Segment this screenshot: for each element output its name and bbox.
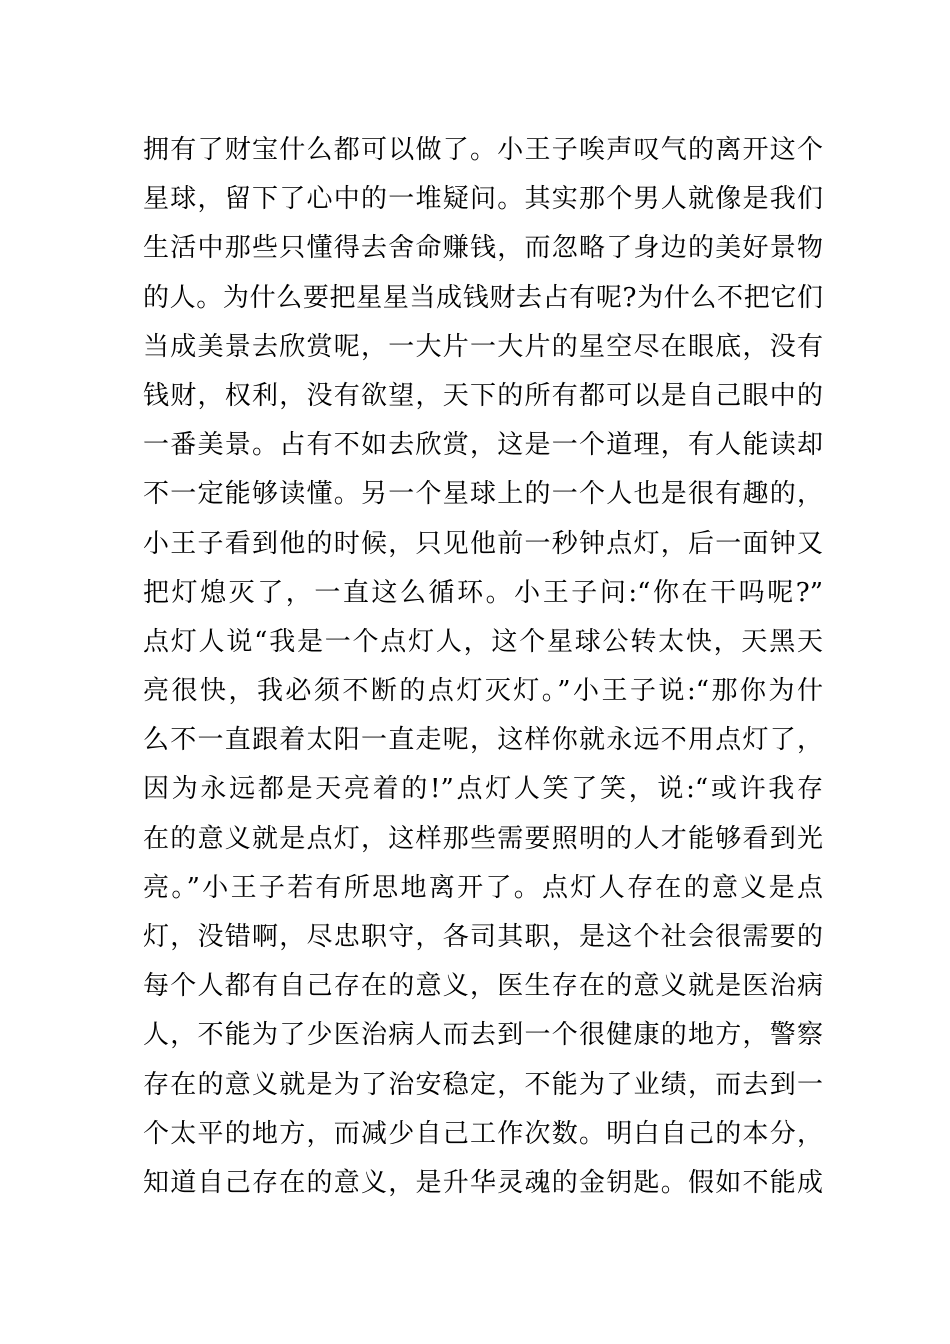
text-line: 把灯熄灭了，一直这么循环。小王子问:“你在干吗呢?”	[143, 577, 823, 608]
body-text	[143, 126, 823, 1208]
text-line: 星球，留下了心中的一堆疑问。其实那个男人就像是我们	[143, 184, 823, 215]
text-line: 当成美景去欣赏呢，一大片一大片的星空尽在眼底，没有	[143, 331, 823, 362]
text-line: 拥有了财宝什么都可以做了。小王子唉声叹气的离开这个	[143, 135, 823, 165]
text-line: 亮很快，我必须不断的点灯灭灯。”小王子说:“那你为什	[143, 676, 823, 707]
text-line: 知道自己存在的意义，是升华灵魂的金钥匙。假如不能成	[143, 1167, 823, 1198]
text-line: 不一定能够读懂。另一个星球上的一个人也是很有趣的，	[143, 479, 823, 510]
text-line: 存在的意义就是为了治安稳定，不能为了业绩，而去到一	[143, 1069, 823, 1100]
text-line: 点灯人说“我是一个点灯人，这个星球公转太快，天黑天	[143, 626, 823, 657]
text-line: 小王子看到他的时候，只见他前一秒钟点灯，后一面钟又	[143, 528, 823, 559]
text-line: 因为永远都是天亮着的!”点灯人笑了笑，说:“或许我存	[143, 774, 823, 805]
text-line: 人，不能为了少医治病人而去到一个很健康的地方，警察	[143, 1020, 823, 1051]
text-line: 一番美景。占有不如去欣赏，这是一个道理，有人能读却	[143, 430, 823, 461]
text-line: 钱财，权利，没有欲望，天下的所有都可以是自己眼中的	[143, 380, 823, 411]
text-line: 么不一直跟着太阳一直走呢，这样你就永远不用点灯了，	[143, 725, 823, 756]
text-line: 亮。”小王子若有所思地离开了。点灯人存在的意义是点	[143, 872, 823, 903]
text-line: 个太平的地方，而减少自己工作次数。明白自己的本分，	[143, 1118, 823, 1149]
text-line: 在的意义就是点灯，这样那些需要照明的人才能够看到光	[143, 823, 823, 854]
text-line: 每个人都有自己存在的意义，医生存在的意义就是医治病	[143, 971, 823, 1002]
text-line: 生活中那些只懂得去舍命赚钱，而忽略了身边的美好景物	[143, 233, 823, 264]
text-line: 灯，没错啊，尽忠职守，各司其职，是这个社会很需要的	[143, 922, 823, 952]
text-line: 的人。为什么要把星星当成钱财去占有呢?为什么不把它们	[143, 282, 823, 313]
